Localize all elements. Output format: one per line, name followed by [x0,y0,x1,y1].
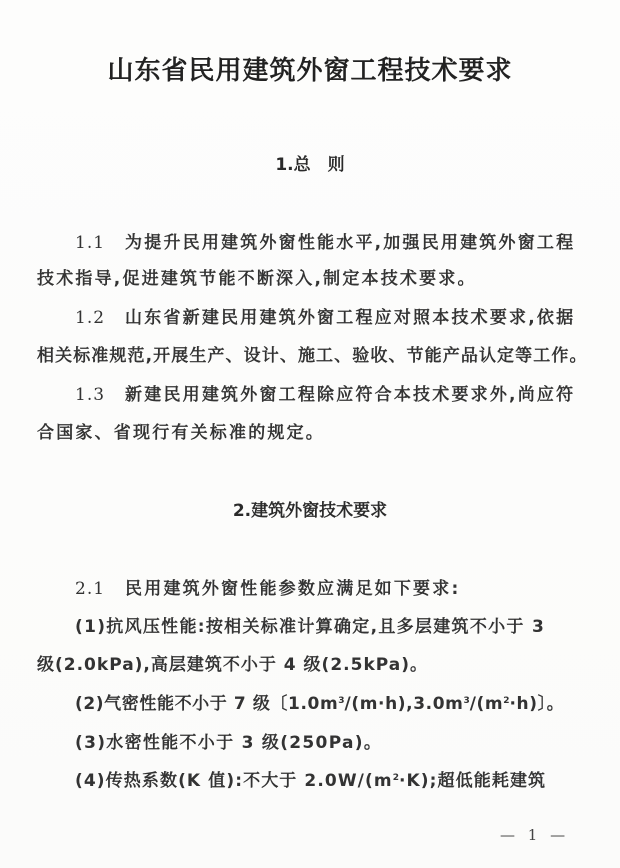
item-text: /(m·h),3.0m [344,694,464,714]
item-4-heat-transfer [75,766,546,791]
clause-text: 为提升民用建筑外窗性能水平,加强民用建筑外窗工程 [125,233,576,253]
clause-number: 1.1 [75,233,106,253]
clause-1-1-line-2: 技术指导,促进建筑节能不断深入,制定本技术要求。 [37,269,477,289]
superscript: 3 [463,696,470,706]
superscript: 2 [392,773,399,783]
clause-number: 2.1 [75,579,106,599]
item-3-watertightness: (3)水密性能不小于 3 级(250Pa)。 [75,733,383,753]
item-1-line-1: (1)抗风压性能:按相关标准计算确定,且多层建筑不小于 3 [75,617,546,637]
item-text: ·h)〕。 [509,694,565,714]
clause-text: 山东省新建民用建筑外窗工程应对照本技术要求,依据 [125,308,576,328]
item-text: /(m [469,694,504,714]
superscript: 3 [338,696,345,706]
clause-1-3-line-1 [75,380,575,405]
clause-text: 民用建筑外窗性能参数应满足如下要求: [125,579,461,599]
item-1-line-2: 级(2.0kPa),高层建筑不小于 4 级(2.5kPa)。 [37,655,428,675]
clause-1-2-line-2: 相关标准规范,开展生产、设计、施工、验收、节能产品认定等工作。 [37,346,588,366]
clause-text: 新建民用建筑外窗工程除应符合本技术要求外,尚应符 [125,385,576,405]
clause-1-2-line-1 [75,303,575,328]
clause-1-1-line-1 [75,228,575,253]
item-text: ·K);超低能耗建筑 [398,771,547,791]
item-text: (2)气密性能不小于 7 级〔1.0m [75,694,339,714]
section-heading-general: 1.总 则 [275,155,345,175]
item-2-airtightness [75,689,564,714]
clause-number: 1.3 [75,385,106,405]
document-title: 山东省民用建筑外窗工程技术要求 [107,56,513,86]
page-number: — 1 — [500,826,570,844]
section-heading-window-requirements: 2.建筑外窗技术要求 [232,501,388,521]
clause-1-3-line-2: 合国家、省现行有关标准的规定。 [37,423,325,443]
clause-number: 1.2 [75,308,106,328]
superscript: 2 [503,696,510,706]
clause-2-1 [75,574,460,599]
item-text: (4)传热系数(K 值):不大于 2.0W/(m [75,771,393,791]
